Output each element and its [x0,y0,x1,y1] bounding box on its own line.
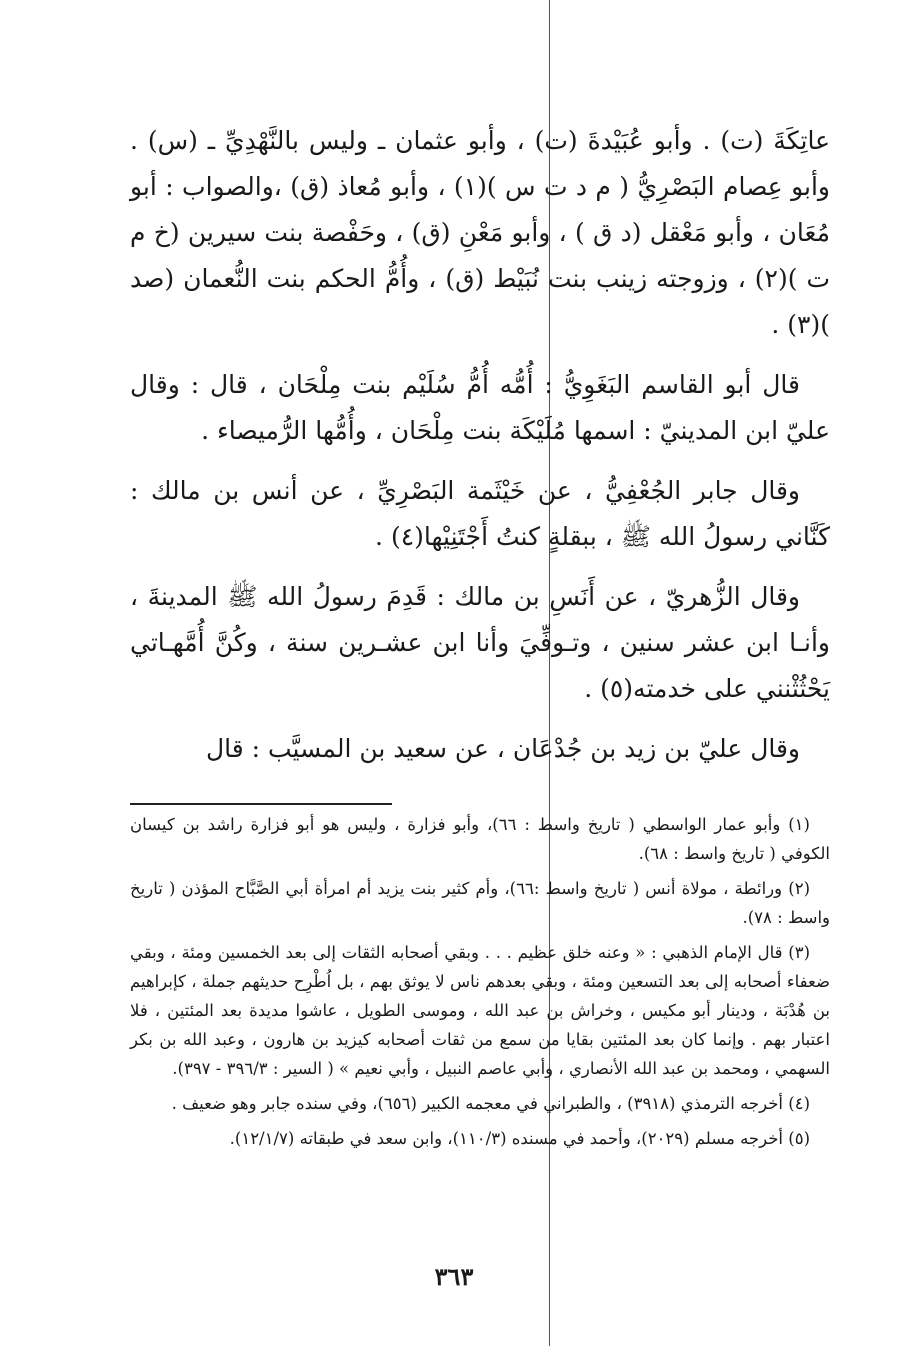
page-body [130,118,830,786]
main-text [130,118,830,772]
footnote-separator [130,803,392,805]
footnote: (٤) أخرجه الترمذي (٣٩١٨) ، والطبراني في معجمه الكبير (٦٥٦)، وفي سنده جابر وهو ضعيف . [171,1094,810,1113]
paragraph: قال أبو القاسم البَغَوِيُّ : أُمُّه أُمُّ سُلَيْم بنت مِلْحَان ، قال : وقال عليّ ابن المدينيّ : اسمها مُلَيْكَة بنت مِلْحَان ، وأُمُّها الرُّميصاء . [130,370,830,445]
footnote: (٣) قال الإمام الذهبي : « وعنه خلق عظيم . . . وبقي أصحابه الثقات إلى بعد الخمسين ومئة ، وبقي ضعفاء أصحابه إلى بعد التسعين ومئة ، وبقي بعدهم ناس لا يوثق بهم ، بل اُطْرِح حديثهم جملة ، كإبراهيم بن هُدْبَة ، ودينار أبو مكيس ، وخراش بن عبد الله ، وموسى الطويل ، عاشوا مديدة بعد المئتين ، فلا اعتبار بهم . وإنما كان بعد المئتين بقايا من سمع من ثقات أصحابه كيزيد بن هارون ، وعبد الله بن بكر السهمي ، ومحمد بن عبد الله الأنصاري ، وأبي عاصم النبيل ، وأبي نعيم » ( السير : ٣٩٦/٣ - ٣٩٧). [130,943,830,1078]
footnote: (١) وأبو عمار الواسطي ( تاريخ واسط : ٦٦)، وأبو فزارة ، وليس هو أبو فزارة راشد بن كيسان الكوفي ( تاريخ واسط : ٦٨). [130,815,830,863]
paragraph: وقال جابر الجُعْفِيُّ ، عن خَيْثَمة البَصْرِيِّ ، عن أنس بن مالك : كَنَّاني رسولُ الله ﷺ ، ببقلةٍ كنتُ أَجْتَنِيْها(٤) . [130,476,830,551]
page-number: ٣٦٣ [434,1262,474,1291]
paragraph: وقال الزُّهريّ ، عن أَنَسِ بن مالك : قَدِمَ رسولُ الله ﷺ المدينةَ ، وأنـا ابن عشر سنين ، وتـوفِّيَ وأنا ابن عشـرين سنة ، وكُنَّ أُمَّهـاتي يَحْثُثْنني على خدمته(٥) . [130,582,830,703]
paragraph: وقال عليّ بن زيد بن جُدْعَان ، عن سعيد بن المسيَّب : قال [205,734,800,763]
footnote: (٥) أخرجه مسلم (٢٠٢٩)، وأحمد في مسنده (١١٠/٣)، وابن سعد في طبقاته (١٢/١/٧). [229,1129,810,1148]
footnote: (٢) ورائطة ، مولاة أنس ( تاريخ واسط :٦٦)، وأم كثير بنت يزيد أم امرأة أبي الصَّبَّاح المؤذن ( تاريخ واسط : ٧٨). [130,879,830,927]
paragraph: عاتِكَةَ (ت) . وأبو عُبَيْدةَ (ت) ، وأبو عثمان ـ وليس بالنَّهْدِيِّ ـ (س) . وأبو عِصام البَصْرِيُّ ( م د ت س )(١) ، وأبو مُعاذ (ق) ،والصواب : أبو مُعَان ، وأبو مَعْقل (د ق ) ، وأبو مَعْنِ (ق) ، وحَفْصة بنت سيرين (خ م ت )(٢) ، وزوجته زينب بنت نُبَيْط (ق) ، وأُمُّ الحكم بنت النُّعمان (صد )(٣) . [130,126,830,339]
footnotes [130,810,830,1159]
